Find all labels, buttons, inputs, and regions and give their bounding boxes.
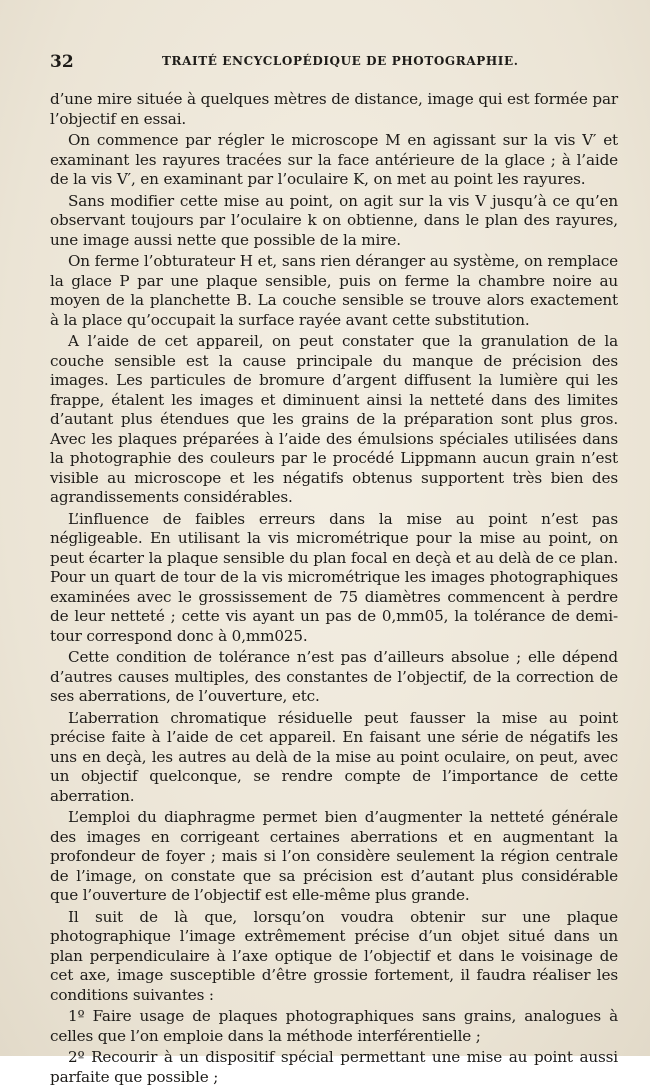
list-item: 2º Recourir à un dispositif spécial permettant une mise au point aussi parfaite que possible ;: [50, 1048, 618, 1086]
paragraph: Sans modifier cette mise au point, on agit sur la vis V jusqu’à ce qu’en observant toujours par l’oculaire k on obtienne, dans le plan des rayures, une image aussi nette que possible de la mire.: [50, 191, 618, 249]
page-number: 32: [50, 52, 74, 72]
paragraph: L’influence de faibles erreurs dans la mise au point n’est pas négligeable. En utilisant la vis micrométrique pour la mise au point, on peut écarter la plaque sensible du plan focal en deçà et au delà de ce plan. Pour un quart de tour de la vis micrométrique les images photographiques examinées avec le grossissement de 75 diamètres commencent à perdre de leur netteté ; cette vis ayant un pas de 0,mm05, la tolérance de demi-tour correspond donc à 0,mm025.: [50, 509, 618, 645]
paragraph: L’emploi du diaphragme permet bien d’augmenter la netteté générale des images en corrigeant certaines aberrations et en augmentant la profondeur de foyer ; mais si l’on considère seulement la région centrale de l’image, on constate que sa précision est d’autant plus considérable que l’ouverture de l’objectif est elle-même plus grande.: [50, 808, 618, 904]
body-text: [50, 90, 618, 1089]
paragraph: On ferme l’obturateur H et, sans rien déranger au système, on remplace la glace P par une plaque sensible, puis on ferme la chambre noire au moyen de la planchette B. La couche sensible se trouve alors exactement à la place qu’occupait la surface rayée avant cette substitution.: [50, 252, 618, 329]
paragraph: L’aberration chromatique résiduelle peut fausser la mise au point précise faite à l’aide de cet appareil. En faisant une série de négatifs les uns en deçà, les autres au delà de la mise au point oculaire, on peut, avec un objectif quelconque, se rendre compte de l’importance de cette aberration.: [50, 708, 618, 805]
running-title: TRAITÉ ENCYCLOPÉDIQUE DE PHOTOGRAPHIE.: [162, 54, 519, 68]
paragraph: d’une mire située à quelques mètres de distance, image qui est formée par l’objectif en essai.: [50, 90, 618, 128]
paragraph: On commence par régler le microscope M en agissant sur la vis V′ et examinant les rayures tracées sur la face antérieure de la glace ; à l’aide de la vis V′, en examinant par l’oculaire K, on met au point les rayures.: [50, 131, 618, 188]
paragraph: Il suit de là que, lorsqu’on voudra obtenir sur une plaque photographique l’image extrêmement précise d’un objet situé dans un plan perpendiculaire à l’axe optique de l’objectif et dans le voisinage de cet axe, image susceptible d’être grossie fortement, il faudra réaliser les conditions suivantes :: [50, 907, 618, 1004]
paragraph: A l’aide de cet appareil, on peut constater que la granulation de la couche sensible est la cause principale du manque de précision des images. Les particules de bromure d’argent diffusent la lumière qui les frappe, étalent les images et diminuent ainsi la netteté dans des limites d’autant plus étendues que les grains de la préparation sont plus gros. Avec les plaques préparées à l’aide des émulsions spéciales utilisées dans la photographie des couleurs par le procédé Lippmann aucun grain n’est visible au microscope et les négatifs obtenus supportent très bien des agrandissements considérables.: [50, 332, 618, 506]
list-item: 1º Faire usage de plaques photographiques sans grains, analogues à celles que l’on emploie dans la méthode interférentielle ;: [50, 1007, 618, 1045]
paragraph: Cette condition de tolérance n’est pas d’ailleurs absolue ; elle dépend d’autres causes multiples, des constantes de l’objectif, de la correction de ses aberrations, de l’ouverture, etc.: [50, 648, 618, 705]
page-header: [50, 52, 620, 76]
